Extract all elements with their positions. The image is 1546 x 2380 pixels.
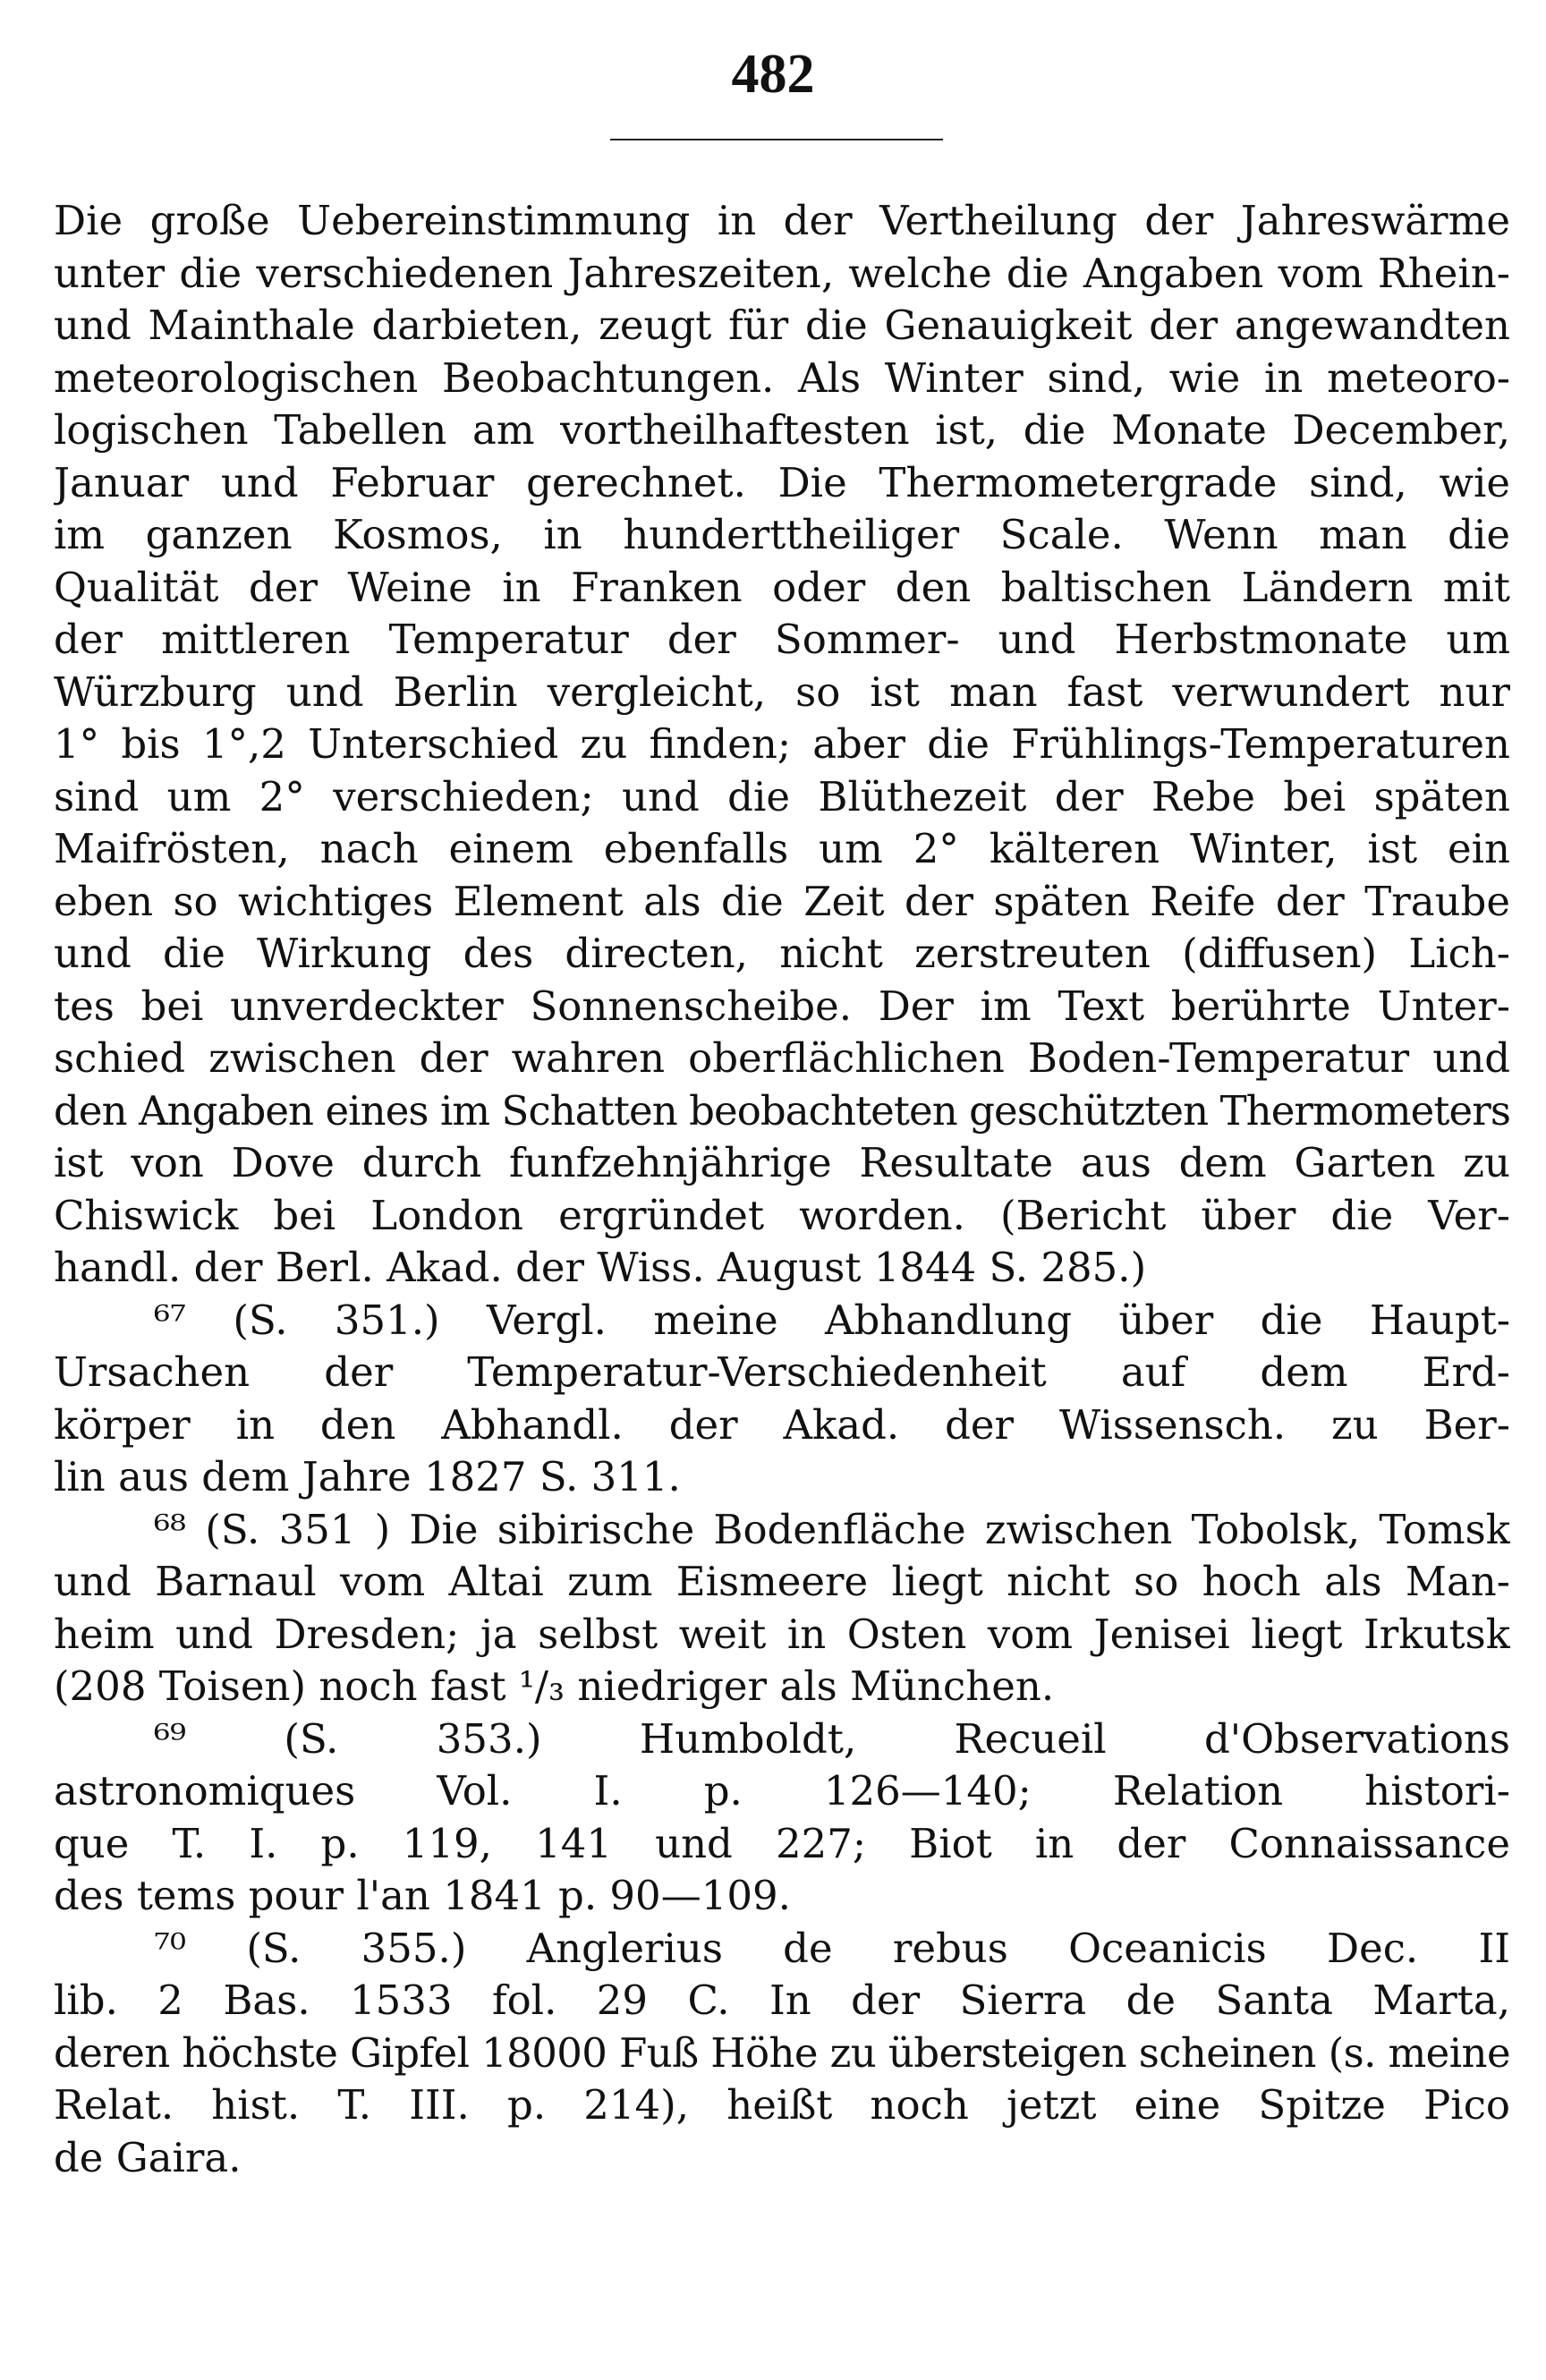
- text-line-content: 1° bis 1°,2 Unterschied zu finden; aber die Frühlings-Temperaturen: [54, 720, 1510, 768]
- text-line-content: (208 Toisen) noch fast ¹/₃ niedriger als München.: [54, 1662, 1055, 1710]
- text-line-content: und die Wirkung des directen, nicht zerstreuten (diffusen) Lich-: [54, 930, 1510, 977]
- text-line: [54, 509, 1510, 562]
- text-line-content: que T. I. p. 119, 141 und 227; Biot in der Connaissance: [54, 1819, 1510, 1867]
- text-line-content: eben so wichtiges Element als die Zeit der späten Reife der Traube: [54, 877, 1510, 925]
- text-line: [54, 2079, 1510, 2132]
- text-line: [54, 404, 1510, 457]
- text-line-content: körper in den Abhandl. der Akad. der Wissensch. zu Ber-: [54, 1400, 1510, 1449]
- text-line-content: Januar und Februar gerechnet. Die Thermometergrade sind, wie: [54, 458, 1510, 506]
- text-line: [54, 300, 1510, 353]
- text-line-content: lin aus dem Jahre 1827 S. 311.: [54, 1453, 681, 1500]
- text-line: [54, 1295, 1510, 1347]
- text-line-content: der mittleren Temperatur der Sommer- und Herbstmonate um: [54, 616, 1510, 663]
- text-line-content: Würzburg und Berlin vergleicht, so ist man fast verwundert nur: [54, 667, 1510, 716]
- page-body: [54, 195, 1510, 2184]
- text-line-content: ⁶⁷ (S. 351.) Vergl. meine Abhandlung über die Haupt-: [154, 1296, 1510, 1344]
- text-line-content: den Angaben eines im Schatten beobachteten geschützten Thermometers: [54, 1086, 1510, 1135]
- text-line: [54, 1190, 1510, 1243]
- text-line: [54, 1765, 1510, 1818]
- text-line: [54, 1451, 1510, 1504]
- text-line-content: deren höchste Gipfel 18000 Fuß Höhe zu übersteigen scheinen (s. meine: [54, 2028, 1510, 2077]
- text-line: [54, 1609, 1510, 1662]
- text-line-content: ist von Dove durch funfzehnjährige Resultate aus dem Garten zu: [54, 1139, 1510, 1186]
- text-line-content: lib. 2 Bas. 1533 fol. 29 C. In der Sierra de Santa Marta,: [54, 1976, 1510, 2024]
- text-line: [54, 718, 1510, 771]
- text-line-content: handl. der Berl. Akad. der Wiss. August 1844 S. 285.): [54, 1244, 1147, 1291]
- text-line-content: Chiswick bei London ergründet worden. (Bericht über die Ver-: [54, 1191, 1510, 1239]
- text-line: [54, 1870, 1510, 1923]
- text-line-content: logischen Tabellen am vortheilhaftesten ist, die Monate December,: [54, 406, 1510, 454]
- text-line: [54, 1085, 1510, 1138]
- text-line-content: meteorologischen Beobachtungen. Als Winter sind, wie in meteoro-: [54, 353, 1510, 402]
- page-number: 482: [731, 44, 815, 105]
- text-line-content: des tems pour l'an 1841 p. 90—109.: [54, 1872, 791, 1919]
- text-line-content: Ursachen der Temperatur-Verschiedenheit auf dem Erd-: [54, 1348, 1510, 1396]
- text-line: [54, 1713, 1510, 1766]
- text-line-content: astronomiques Vol. I. p. 126—140; Relation histori-: [54, 1767, 1510, 1815]
- text-line-content: Die große Uebereinstimmung in der Vertheilung der Jahreswärme: [54, 197, 1510, 244]
- text-line: [54, 195, 1510, 248]
- text-line: [54, 2027, 1510, 2080]
- text-line-content: Relat. hist. T. III. p. 214), heißt noch jetzt eine Spitze Pico: [54, 2081, 1510, 2129]
- text-line: [54, 2132, 1510, 2185]
- text-line-content: sind um 2° verschieden; und die Blüthezeit der Rebe bei späten: [54, 772, 1510, 820]
- text-line-content: und Barnaul vom Altai zum Eismeere liegt nicht so hoch als Man-: [54, 1558, 1510, 1605]
- text-line: [54, 1137, 1510, 1190]
- text-line: [54, 353, 1510, 405]
- text-line: [54, 1399, 1510, 1452]
- text-line: [54, 928, 1510, 981]
- text-line-content: unter die verschiedenen Jahreszeiten, welche die Angaben vom Rhein-: [54, 249, 1510, 297]
- text-line: [54, 771, 1510, 824]
- text-line: [54, 562, 1510, 615]
- text-line-content: im ganzen Kosmos, in hunderttheiliger Scale. Wenn man die: [54, 511, 1510, 558]
- text-line-content: und Mainthale darbieten, zeugt für die Genauigkeit der angewandten: [54, 302, 1510, 349]
- text-line: [54, 667, 1510, 719]
- text-line: [54, 823, 1510, 876]
- text-line: [54, 876, 1510, 929]
- text-line: [54, 1347, 1510, 1399]
- text-line: [54, 1504, 1510, 1557]
- text-line: [54, 248, 1510, 301]
- text-line: [54, 1661, 1510, 1713]
- text-line-content: heim und Dresden; ja selbst weit in Osten vom Jenisei liegt Irkutsk: [54, 1610, 1510, 1658]
- header-rule: [610, 139, 943, 140]
- text-line: [54, 1556, 1510, 1609]
- text-line: [54, 1923, 1510, 1976]
- text-line-content: Maifrösten, nach einem ebenfalls um 2° kälteren Winter, ist ein: [54, 825, 1510, 872]
- text-line: [54, 1033, 1510, 1085]
- text-line-content: de Gaira.: [54, 2133, 242, 2181]
- text-line: [54, 457, 1510, 510]
- text-line-content: Qualität der Weine in Franken oder den baltischen Ländern mit: [54, 563, 1510, 611]
- text-line: [54, 1242, 1510, 1295]
- text-line: [54, 1818, 1510, 1871]
- text-line: [54, 1975, 1510, 2027]
- text-line-content: tes bei unverdeckter Sonnenscheibe. Der im Text berührte Unter-: [54, 982, 1510, 1030]
- text-line-content: ⁶⁸ (S. 351 ) Die sibirische Bodenfläche zwischen Tobolsk, Tomsk: [154, 1505, 1510, 1553]
- text-line-content: ⁷⁰ (S. 355.) Anglerius de rebus Oceanicis Dec. II: [154, 1924, 1510, 1972]
- text-line: [54, 614, 1510, 667]
- text-line: [54, 981, 1510, 1033]
- text-line-content: ⁶⁹ (S. 353.) Humboldt, Recueil d'Observations: [154, 1714, 1510, 1763]
- text-line-content: schied zwischen der wahren oberflächlichen Boden-Temperatur und: [54, 1034, 1510, 1082]
